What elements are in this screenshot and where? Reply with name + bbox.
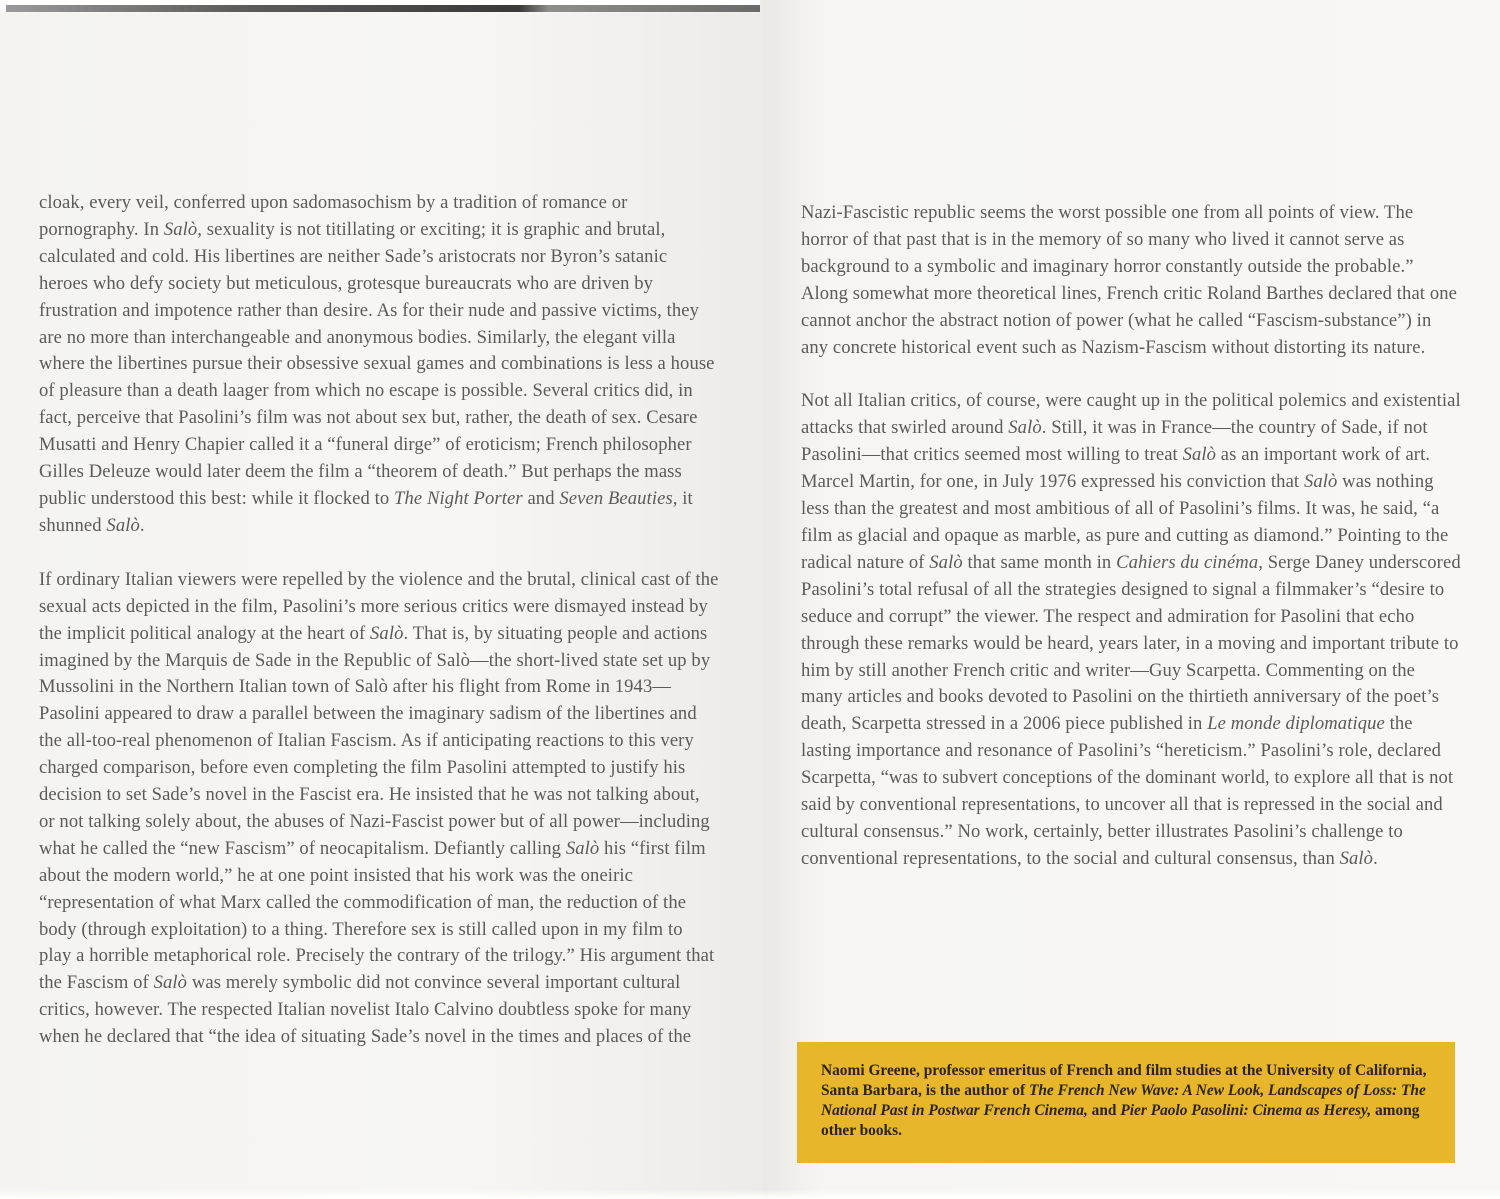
- italic-title: Salò: [1339, 847, 1374, 869]
- paragraph: If ordinary Italian viewers were repelled by the violence and the brutal, clinical cast of the sexual acts depicted in the film, Pasolini’s more serious critics were dismayed instead by the implicit political analogy at the heart of Salò. That is, by situating people and actions imagined by the Marquis de Sade in the Republic of Salò—the short-lived state set up by Mussolini in the Northern Italian town of Salò after his flight from Rome in 1943—Pasolini appeared to draw a parallel between the imaginary sadism of the libertines and the all-too-real phenomenon of Italian Fascism. As if anticipating reactions to this very charged comparison, before even completing the film Pasolini attempted to justify his decision to set Sade’s novel in the Fascist era. He insisted that he was not talking about, or not talking solely about, the abuses of Nazi-Fascist power but of all power—including what he called the “new Fascism” of neocapitalism. Defiantly calling Salò his “first film about the modern world,” he at one point insisted that his work was the oneiric “representation of what Marx called the commodification of man, the reduction of the body (through exploitation) to a thing. Therefore sex is still called upon in my film to play a horrible metaphorical role. Precisely the contrary of the trilogy.” His argument that the Fascism of Salò was merely symbolic did not convince several important cultural critics, however. The respected Italian novelist Italo Calvino doubtless spoke for many when he declared that “the idea of situating Sade’s novel in the times and places of the: [39, 568, 719, 1048]
- author-bio-box: [797, 1042, 1455, 1163]
- top-binding-strip: [6, 5, 760, 12]
- italic-title: The Night Porter: [394, 487, 523, 509]
- italic-title: Seven Beauties,: [559, 487, 678, 509]
- italic-title: Salò: [1303, 471, 1338, 493]
- italic-title: Salò,: [163, 218, 203, 240]
- paragraph: cloak, every veil, conferred upon sadomasochism by a tradition of romance or pornography. In Salò, sexuality is not titillating or exciting; it is graphic and brutal, calculated and cold. His libertines are neither Sade’s aristocrats nor Byron’s satanic heroes who defy society but meticulous, grotesque bureaucrats who are driven by frustration and impotence rather than desire. As for their nude and passive victims, they are no more than interchangeable and anonymous bodies. Similarly, the elegant villa where the libertines pursue their obsessive sexual games and combinations is less a house of pleasure than a death laager from which no escape is possible. Several critics did, in fact, perceive that Pasolini’s film was not about sex but, rather, the death of sex. Cesare Musatti and Henry Chapier called it a “funeral dirge” of eroticism; French philosopher Gilles Deleuze would later deem the film a “theorem of death.” But perhaps the mass public understood this best: while it flocked to The Night Porter and Seven Beauties, it shunned Salò.: [39, 192, 715, 536]
- author-bio: Naomi Greene, professor emeritus of French and film studies at the University of California, Santa Barbara, is the author of The French New Wave: A New Look, Landscapes of Loss: The National Past in Postwar French Cinema, and Pier Paolo Pasolini: Cinema as Heresy, among other books.: [821, 1062, 1427, 1139]
- paragraph: Nazi-Fascistic republic seems the worst possible one from all points of view. The horror of that past that is in the memory of so many who lived it cannot serve as background to a symbolic and imaginary horror constantly outside the probable.” Along somewhat more theoretical lines, French critic Roland Barthes declared that one cannot anchor the abstract notion of power (what he called “Fascism-substance”) in any concrete historical event such as Nazism-Fascism without distorting its nature.: [801, 202, 1457, 358]
- italic-title: Le monde diplomatique: [1207, 713, 1385, 735]
- italic-title: Pier Paolo Pasolini: Cinema as Heresy,: [1120, 1102, 1372, 1119]
- italic-title: Salò: [929, 551, 963, 573]
- italic-title: Salò: [1008, 417, 1042, 439]
- italic-title: The French New Wave: A New Look, Landscapes of Loss: The National Past in Postwar French Cinema,: [821, 1082, 1426, 1119]
- bottom-page-edge: [0, 1189, 1500, 1199]
- right-text-column: [801, 200, 1461, 873]
- italic-title: Salò: [1182, 444, 1217, 466]
- italic-title: Salò: [565, 837, 600, 859]
- italic-title: Salò: [153, 972, 188, 994]
- paragraph: Not all Italian critics, of course, were caught up in the political polemics and existential attacks that swirled around Salò. Still, it was in France—the country of Sade, if not Pasolini—that critics seemed most willing to treat Salò as an important work of art. Marcel Martin, for one, in July 1976 expressed his conviction that Salò was nothing less than the greatest and most ambitious of all of Pasolini’s films. It was, he said, “a film as glacial and opaque as marble, as pure and cutting as diamond.” Pointing to the radical nature of Salò that same month in Cahiers du cinéma, Serge Daney underscored Pasolini’s total refusal of all the strategies designed to signal a filmmaker’s “desire to seduce and corrupt” the viewer. The respect and admiration for Pasolini that echo through these remarks would be heard, years later, in a moving and important tribute to him by still another French critic and writer—Guy Scarpetta. Commenting on the many articles and books devoted to Pasolini on the thirtieth anniversary of the poet’s death, Scarpetta stressed in a 2006 piece published in Le monde diplomatique the lasting importance and resonance of Pasolini’s “hereticism.” Pasolini’s role, declared Scarpetta, “was to subvert conceptions of the dominant world, to explore all that is not said by conventional representations, to uncover all that is repressed in the social and cultural consensus.” No work, certainly, better illustrates Pasolini’s challenge to conventional representations, to the social and cultural consensus, than Salò.: [801, 390, 1461, 869]
- left-text-column: [39, 190, 719, 1051]
- italic-title: Cahiers du cinéma,: [1116, 551, 1263, 573]
- italic-title: Salò: [370, 622, 404, 644]
- italic-title: Salò: [106, 514, 140, 536]
